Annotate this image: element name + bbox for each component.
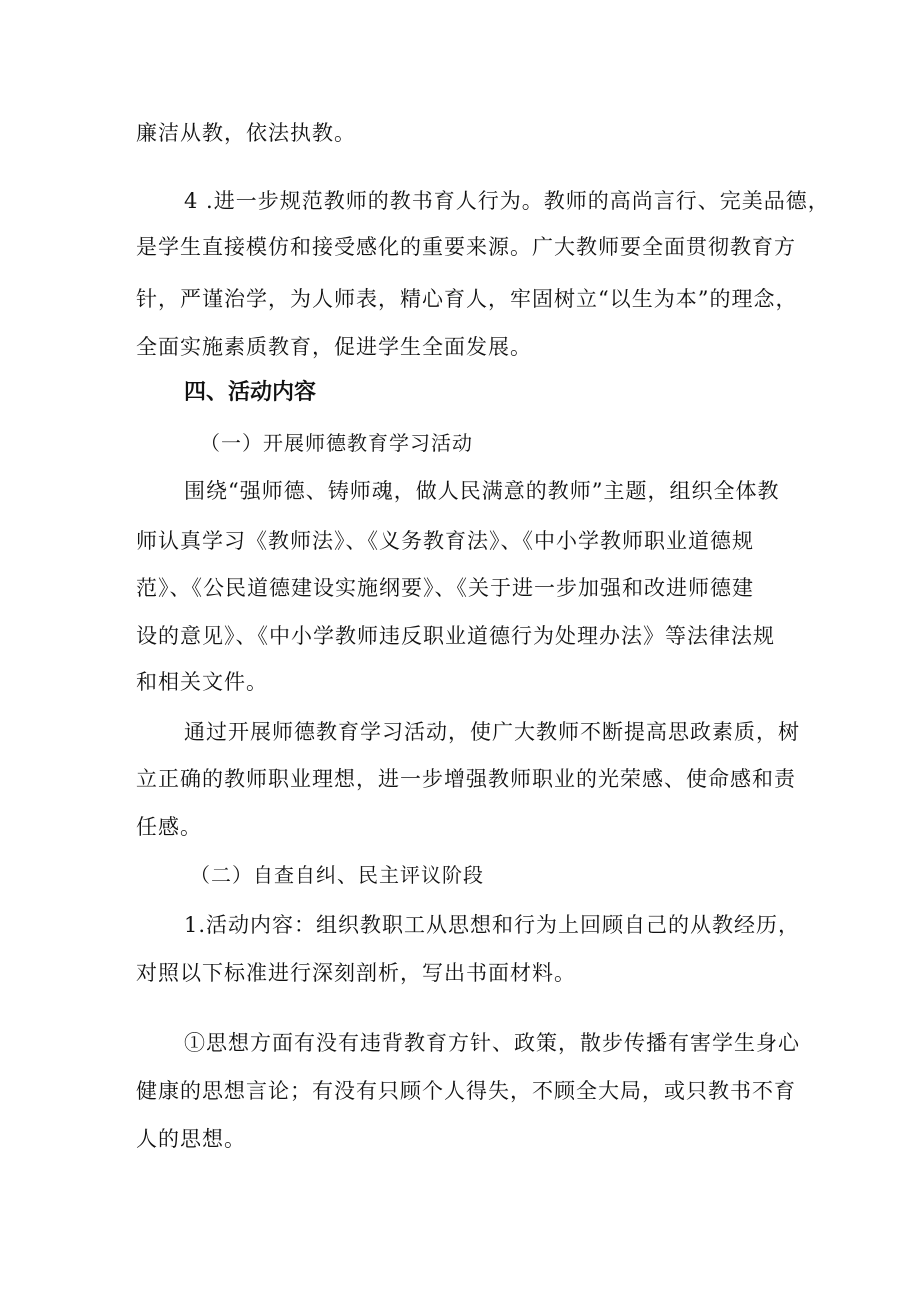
paragraph-line: 任感。 [136, 815, 202, 839]
paragraph-line: 4 .进一步规范教师的教书育人行为。教师的高尚言行、完美品德， [184, 189, 830, 213]
paragraph-line: 是学生直接模仿和接受感化的重要来源。广大教师要全面贯彻教育方 [136, 235, 796, 259]
section-heading: 四、活动内容 [184, 380, 317, 405]
paragraph-line: 健康的思想言论；有没有只顾个人得失，不顾全大局，或只教书不育 [136, 1079, 796, 1103]
paragraph-line: 1.活动内容：组织教职工从思想和行为上回顾自己的从教经历， [184, 913, 801, 937]
paragraph-line: 师认真学习《教师法》、《义务教育法》、《中小学教师职业道德规 [136, 529, 754, 553]
paragraph-line: 和相关文件。 [136, 670, 268, 694]
paragraph-line: 针，严谨治学，为人师表，精心育人，牢固树立“以生为本”的理念， [136, 287, 798, 311]
paragraph-line: 全面实施素质教育，促进学生全面发展。 [136, 335, 532, 359]
paragraph-line: 围绕“强师德、铸师魂，做人民满意的教师”主题，组织全体教 [184, 479, 780, 503]
paragraph-line: 廉洁从教，依法执教。 [136, 121, 356, 145]
paragraph-line: 人的思想。 [136, 1127, 246, 1151]
paragraph-line: 通过开展师德教育学习活动，使广大教师不断提高思政素质，树 [184, 720, 800, 744]
paragraph-line: 范》、《公民道德建设实施纲要》、《关于进一步加强和改进师德建 [136, 576, 754, 600]
paragraph-line: 立正确的教师职业理想，进一步增强教师职业的光荣感、使命感和责 [136, 767, 796, 791]
paragraph-line: ①思想方面有没有违背教育方针、政策，散步传播有害学生身心 [184, 1031, 800, 1055]
subsection-heading: （一）开展师德教育学习活动 [200, 431, 473, 455]
paragraph-line: 对照以下标准进行深刻剖析，写出书面材料。 [136, 961, 576, 985]
subsection-heading: （二）自查自纠、民主评议阶段 [190, 863, 484, 887]
paragraph-line: 设的意见》、《中小学教师违反职业道德行为处理办法》等法律法规 [136, 624, 775, 648]
